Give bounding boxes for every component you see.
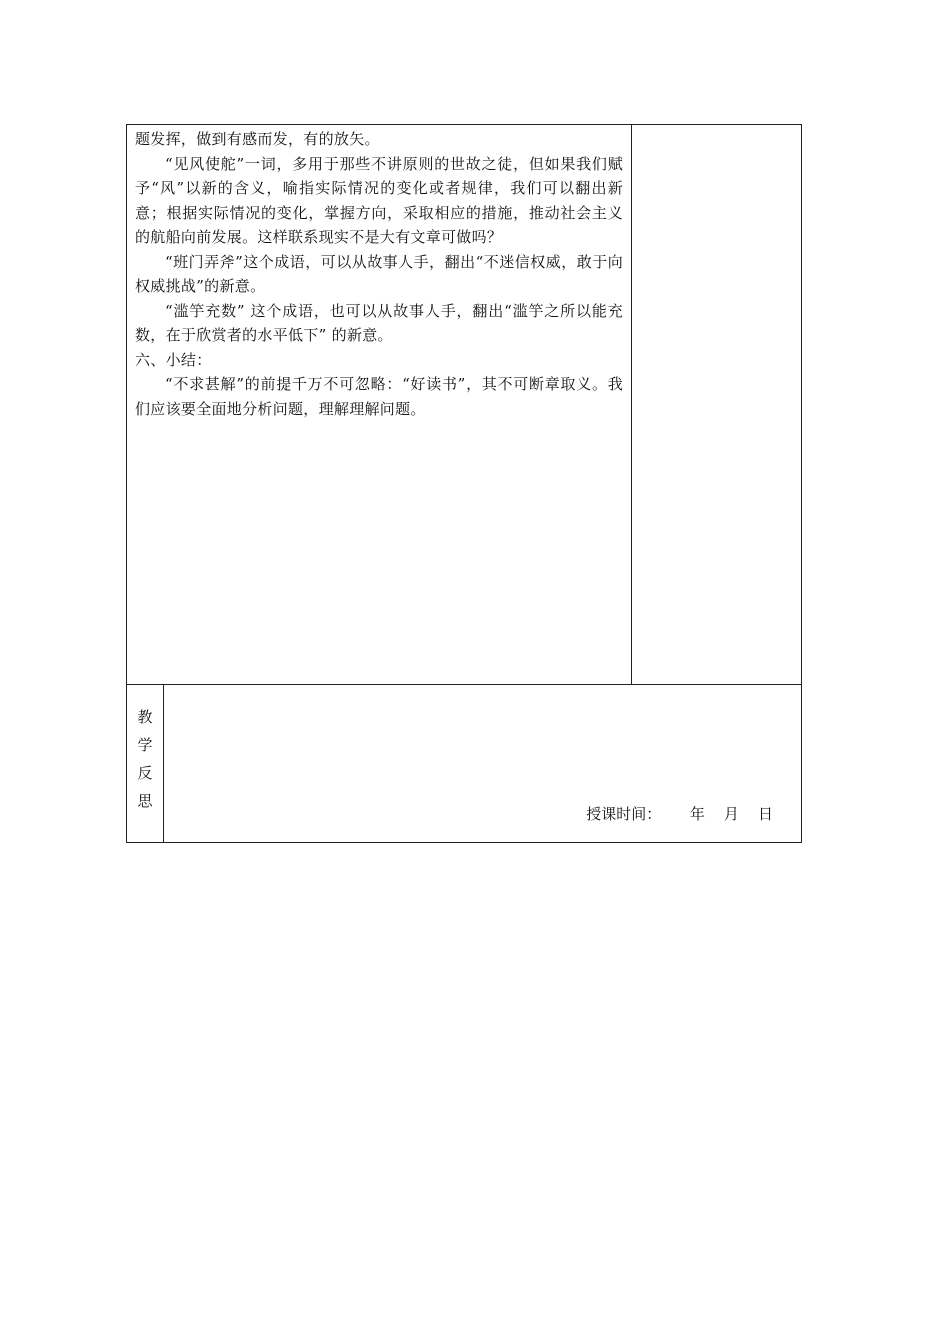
reflection-label-char: 教: [137, 708, 153, 726]
notes-cell: [632, 125, 801, 684]
reflection-label-char: 反: [137, 764, 153, 782]
teaching-reflection-table: [126, 684, 802, 843]
paragraph-summary: “不求甚解”的前提千万不可忽略：“好读书”，其不可断章取义。我们应该要全面地分析问题，理解理解问题。: [135, 375, 623, 418]
reflection-label: [127, 703, 163, 815]
paragraph-lanyuchongshu: “滥竽充数” 这个成语，也可以从故事人手，翻出“滥竽之所以能充数，在于欣赏者的水平低下” 的新意。: [135, 301, 623, 344]
label-divider: [163, 685, 164, 842]
paragraph-continuation: 题发挥，做到有感而发，有的放矢。: [135, 130, 380, 148]
paragraph-banmennongfu: “班门弄斧”这个成语，可以从故事人手，翻出“不迷信权威，敢于向权威挑战”的新意。: [135, 252, 623, 295]
section-heading-summary: 六、小结：: [135, 350, 212, 369]
reflection-label-char: 思: [137, 792, 153, 810]
lesson-date-line: 授课时间： 年 月 日: [586, 805, 773, 823]
paragraph-jianfengshiduo: “见风使舵”一词，多用于那些不讲原则的世故之徒，但如果我们赋予“风”以新的含义，喻指实际情况的变化或者规律，我们可以翻出新意；根据实际情况的变化，掌握方向，采取相应的措施，推动社会主义的航船向前发展。这样联系现实不是大有文章可做吗？: [135, 154, 623, 246]
reflection-label-char: 学: [137, 736, 153, 754]
lesson-text-cell: [135, 127, 623, 421]
lesson-content-table: [126, 124, 802, 685]
